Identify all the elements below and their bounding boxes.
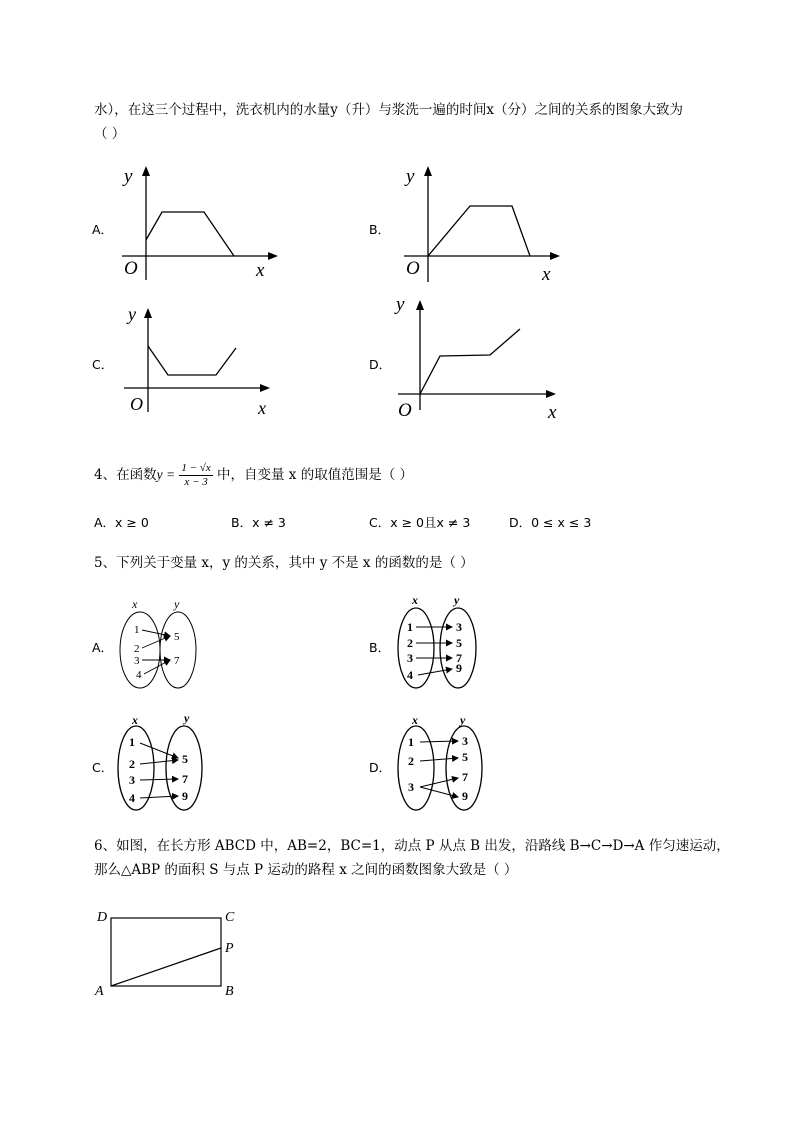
q4-numerator: 1 − √x [181,462,211,474]
mapping-arrow [420,758,458,761]
domain-item: 4 [136,669,142,681]
x-axis-arrow [268,252,278,260]
mapping-arrow [142,630,170,636]
q4-suffix: 中，自变量 x 的取值范围是（ ） [217,467,414,483]
domain-item: 3 [408,780,414,794]
q5-option-c-label: C． [92,760,114,775]
domain-item: 1 [134,624,140,636]
q5-option-a-label: A． [92,640,114,655]
x-axis-arrow [550,252,560,260]
mapping-arrow [420,787,458,797]
q3-option-a-label: A． [92,222,114,237]
mapping-arrow [140,796,178,798]
y-axis-label: y [124,166,133,187]
x-axis-arrow [546,390,556,398]
set-y-label: y [184,711,190,725]
rectangle-abcd [111,918,221,986]
domain-item: 2 [134,643,140,655]
mapping-arrow [420,778,458,787]
graph-line [146,212,234,256]
codomain-item: 5 [182,752,188,766]
q4-denominator: x − 3 [184,476,208,488]
domain-item: 4 [407,668,413,682]
mapping-arrow [142,636,170,648]
q3-stem-line1: 水），在这三个过程中，洗衣机内的水量y（升）与浆洗一遍的时间x（分）之间的关系的图象大致为 [94,102,683,118]
q6-rectangle-figure [92,904,252,1004]
q5-mapping-a [114,596,214,696]
graph-line [420,329,520,394]
mapping-arrow [140,760,178,764]
mapping-arrow [144,660,170,674]
set-x-label: x [412,593,418,607]
q4-option-a: A．x ≥ 0 [94,515,149,530]
q5-option-d-label: D． [369,760,392,775]
set-y-label: y [174,597,180,611]
codomain-item: 5 [174,631,180,643]
q3-stem-line2: （ ） [94,126,126,142]
y-axis-label: y [396,294,405,315]
mapping-arrow [140,743,178,758]
y-axis-arrow [424,166,432,176]
q3-graph-c [118,302,288,422]
q4-prefix: 4、在函数 [94,467,157,483]
domain-item: 3 [129,773,135,787]
set-x-label: x [132,713,138,727]
codomain-item: 9 [456,661,462,675]
origin-label: O [124,258,138,279]
codomain-item: 7 [456,651,462,665]
x-axis-label: x [256,260,265,281]
q4-fraction [179,462,212,489]
codomain-item: 3 [456,620,462,634]
q5-mapping-b [392,592,492,692]
q3-graph-b [398,160,568,290]
domain-item: 1 [407,620,413,634]
q5-mapping-d [392,712,492,812]
domain-item: 3 [134,655,140,667]
domain-item: 2 [408,754,414,768]
q6-stem-line1: 6、如图，在长方形 ABCD 中，AB=2，BC=1，动点 P 从点 B 出发，沿路线 B→C→D→A 作匀速运动， [94,838,730,854]
mapping-arrow [140,779,178,780]
domain-item: 4 [129,791,135,805]
codomain-item: 3 [462,734,468,748]
q5-option-b-label: B． [369,640,391,655]
domain-item: 1 [408,735,414,749]
y-axis-label: y [128,304,136,324]
y-axis-arrow [144,308,152,318]
q3-option-d-label: D． [369,357,392,372]
graph-line [148,346,236,375]
x-axis-label: x [258,398,266,418]
x-axis-arrow [260,384,270,392]
y-axis-arrow [416,300,424,310]
codomain-item: 7 [174,655,180,667]
origin-label: O [398,400,412,421]
q3-graph-d [392,292,572,422]
mapping-arrow [418,669,452,675]
domain-ellipse [398,608,434,688]
set-x-label: x [132,597,138,611]
vertex-b-label: B [225,984,234,999]
q4-func-y: y = [156,467,176,482]
graph-line [428,206,530,256]
q4-stem [94,460,413,490]
origin-label: O [406,258,420,279]
point-p-label: P [225,941,234,956]
q4-option-d: D．0 ≤ x ≤ 3 [509,515,592,530]
codomain-item: 9 [462,789,468,803]
q3-option-b-label: B． [369,222,391,237]
mapping-arrow [420,741,458,742]
domain-ellipse [398,726,434,810]
domain-item: 1 [129,735,135,749]
q5-mapping-c [114,712,214,812]
q5-stem: 5、下列关于变量 x，y 的关系，其中 y 不是 x 的函数的是（ ） [94,555,474,571]
x-axis-label: x [548,402,557,423]
domain-item: 2 [129,757,135,771]
segment-ap [111,948,221,986]
origin-label: O [130,394,143,414]
q3-option-c-label: C． [92,357,114,372]
codomain-item: 7 [182,772,188,786]
x-axis-label: x [542,264,551,285]
set-y-label: y [454,593,460,607]
q4-option-b: B．x ≠ 3 [231,515,286,530]
codomain-item: 5 [456,636,462,650]
vertex-a-label: A [95,984,104,999]
q6-stem-line2: 那么△ABP 的面积 S 与点 P 运动的路程 x 之间的函数图象大致是（ ） [94,862,518,878]
codomain-item: 9 [182,789,188,803]
q4-option-c: C．x ≥ 0且x ≠ 3 [369,515,471,530]
codomain-ellipse [160,612,196,688]
vertex-c-label: C [225,910,235,925]
vertex-d-label: D [97,910,108,925]
y-axis-label: y [406,166,415,187]
codomain-item: 5 [462,750,468,764]
q3-graph-a [116,160,286,290]
codomain-item: 7 [462,770,468,784]
y-axis-arrow [142,166,150,176]
domain-item: 3 [407,651,413,665]
set-x-label: x [412,713,418,727]
domain-item: 2 [407,636,413,650]
set-y-label: y [460,713,466,727]
